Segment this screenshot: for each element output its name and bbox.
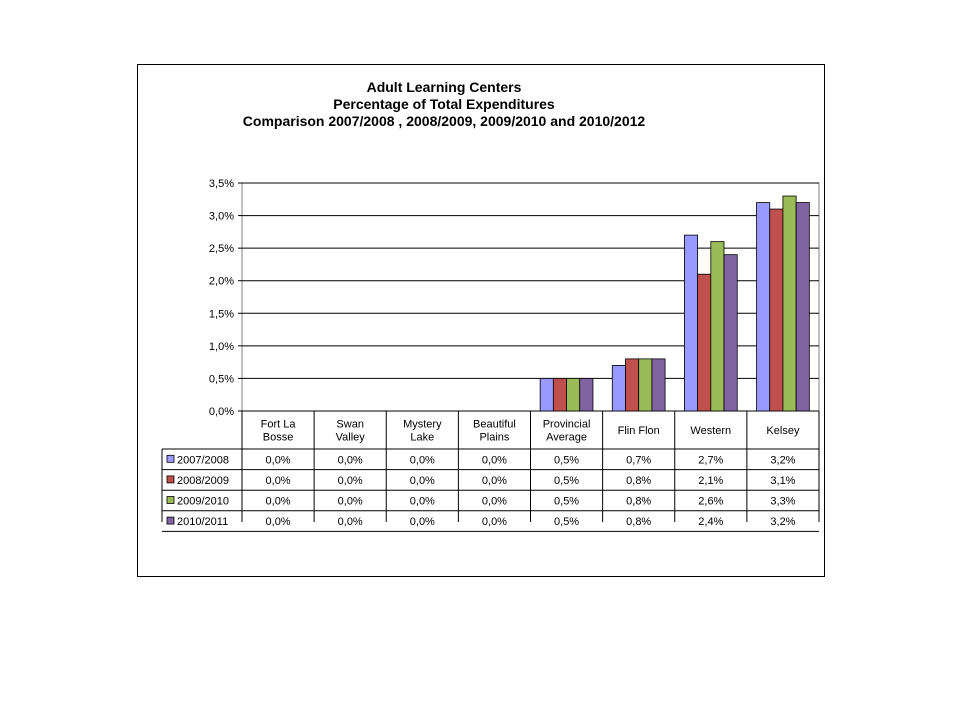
- data-label: 3,1%: [770, 474, 796, 487]
- category-label: Western: [690, 425, 732, 437]
- legend-key: [167, 497, 174, 504]
- bar: [783, 196, 796, 411]
- category-label: Lake: [410, 431, 435, 444]
- category-label: Mystery: [403, 418, 442, 431]
- legend-series-name: 2008/2009: [177, 474, 229, 487]
- data-label: 3,2%: [770, 454, 796, 467]
- legend-key: [167, 455, 174, 462]
- legend-series-name: 2010/2011: [177, 516, 229, 529]
- data-label: 0,5%: [554, 454, 580, 467]
- chart-frame: [137, 64, 825, 577]
- data-label: 0,8%: [626, 495, 652, 508]
- data-label: 0,5%: [554, 516, 580, 529]
- data-label: 3,3%: [770, 495, 796, 508]
- y-tick-label: 2,5%: [208, 243, 234, 256]
- bar: [580, 378, 593, 411]
- data-label: 0,0%: [337, 454, 363, 467]
- bar-chart: [138, 65, 824, 576]
- data-label: 0,0%: [265, 516, 291, 529]
- legend-key: [167, 517, 174, 524]
- y-tick-label: 1,5%: [208, 308, 234, 321]
- data-label: 0,5%: [554, 474, 580, 487]
- y-tick-label: 3,5%: [208, 178, 234, 190]
- chart-title-line-3: Comparison 2007/2008 , 2008/2009, 2009/2010 and 2010/2012: [242, 113, 646, 129]
- y-tick-label: 3,0%: [208, 210, 234, 223]
- y-tick-label: 1,0%: [208, 340, 234, 353]
- legend-key: [167, 476, 174, 483]
- data-label: 0,0%: [337, 516, 363, 529]
- data-label: 0,0%: [409, 495, 435, 508]
- data-label: 3,2%: [770, 516, 796, 529]
- bar: [684, 235, 697, 411]
- y-tick-label: 0,5%: [208, 373, 234, 386]
- category-label: Average: [546, 431, 587, 444]
- category-label: Provincial: [542, 418, 591, 431]
- category-label: Beautiful: [473, 418, 516, 431]
- bar: [567, 378, 580, 411]
- data-label: 0,0%: [481, 454, 507, 467]
- data-label: 0,0%: [409, 474, 435, 487]
- bar: [757, 203, 770, 411]
- data-label: 0,0%: [337, 474, 363, 487]
- bar: [625, 359, 638, 411]
- bar: [612, 365, 625, 411]
- category-label: Kelsey: [766, 425, 800, 437]
- chart-title-line-2: Percentage of Total Expenditures: [333, 96, 555, 112]
- category-label: Valley: [335, 431, 365, 444]
- bar: [711, 242, 724, 411]
- data-label: 0,0%: [481, 474, 507, 487]
- bar: [553, 378, 566, 411]
- data-label: 0,0%: [481, 516, 507, 529]
- bar: [724, 255, 737, 411]
- y-tick-label: 0,0%: [208, 406, 234, 418]
- bar: [698, 274, 711, 411]
- data-label: 0,8%: [626, 474, 652, 487]
- data-label: 0,0%: [265, 474, 291, 487]
- category-label: Swan: [336, 418, 364, 431]
- bar: [796, 203, 809, 411]
- data-label: 2,7%: [698, 454, 724, 467]
- data-label: 0,8%: [626, 516, 652, 529]
- data-label: 0,0%: [409, 516, 435, 529]
- bar: [639, 359, 652, 411]
- category-label: Fort La: [260, 418, 296, 431]
- category-label: Plains: [479, 431, 510, 444]
- category-label: Bosse: [262, 431, 294, 444]
- y-tick-label: 2,0%: [208, 275, 234, 288]
- bar: [540, 378, 553, 411]
- chart-title-line-1: Adult Learning Centers: [366, 79, 522, 95]
- data-label: 0,7%: [626, 454, 652, 467]
- data-label: 0,5%: [554, 495, 580, 508]
- data-label: 2,6%: [698, 495, 724, 508]
- data-label: 0,0%: [265, 495, 291, 508]
- data-label: 0,0%: [265, 454, 291, 467]
- bar: [770, 209, 783, 411]
- data-label: 0,0%: [337, 495, 363, 508]
- data-label: 0,0%: [481, 495, 507, 508]
- data-label: 2,1%: [698, 474, 724, 487]
- legend-series-name: 2009/2010: [177, 495, 229, 508]
- data-label: 0,0%: [409, 454, 435, 467]
- bar: [652, 359, 665, 411]
- data-label: 2,4%: [698, 516, 724, 529]
- category-label: Flin Flon: [617, 425, 660, 437]
- legend-series-name: 2007/2008: [177, 454, 229, 467]
